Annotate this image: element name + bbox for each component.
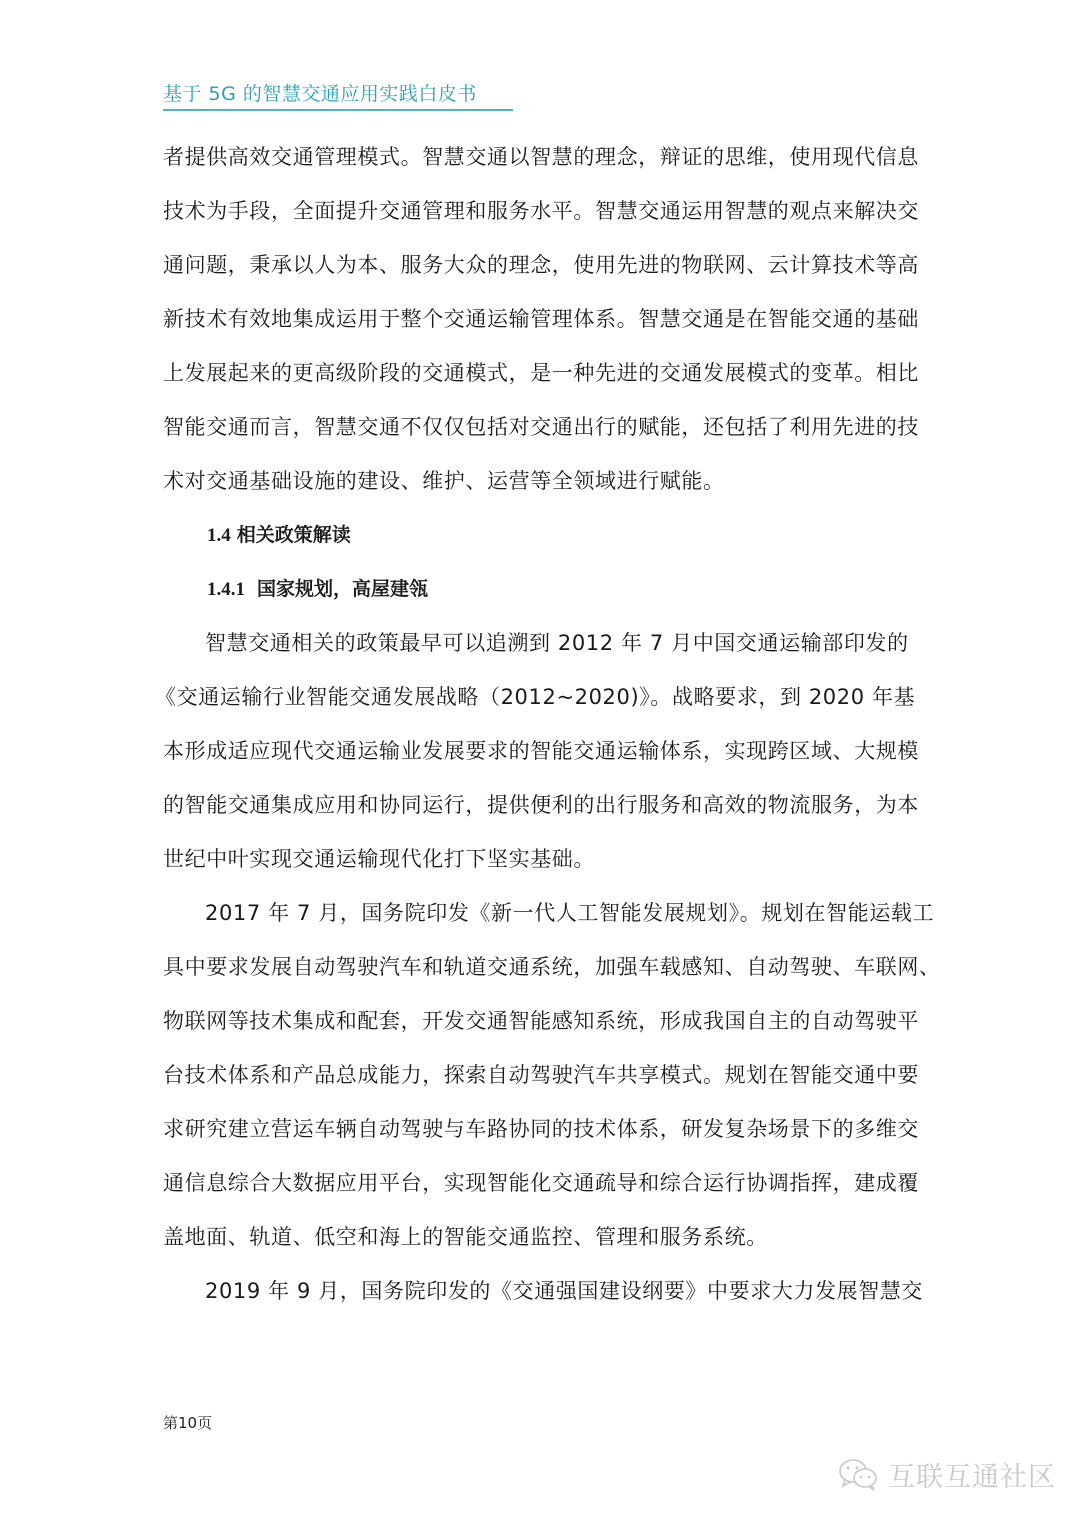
watermark: [838, 1455, 1056, 1494]
paragraph-2019-outline: [163, 1264, 924, 1318]
text-line: 术对交通基础设施的建设、维护、运营等全领域进行赋能。: [163, 469, 725, 493]
text-line: 上发展起来的更高级阶段的交通模式，是一种先进的交通发展模式的变革。相比: [163, 361, 919, 385]
text-line: 智慧交通相关的政策最早可以追溯到 2012 年 7 月中国交通运输部印发的: [205, 631, 909, 655]
paragraph-2012-strategy: [155, 616, 919, 886]
section-heading-1-4: [163, 508, 918, 562]
section-number: 1.4.1: [207, 579, 245, 600]
page-number: 第10页: [163, 1414, 213, 1432]
text-line: 者提供高效交通管理模式。智慧交通以智慧的理念，辩证的思维，使用现代信息: [163, 145, 919, 169]
text-line: 通信息综合大数据应用平台，实现智能化交通疏导和综合运行协调指挥，建成覆: [163, 1171, 919, 1195]
text-line: 通问题，秉承以人为本、服务大众的理念，使用先进的物联网、云计算技术等高: [163, 253, 919, 277]
watermark-text: 互联互通社区: [888, 1462, 1056, 1493]
text-line: 盖地面、轨道、低空和海上的智能交通监控、管理和服务系统。: [163, 1225, 768, 1249]
text-line: 具中要求发展自动驾驶汽车和轨道交通系统，加强车载感知、自动驾驶、车联网、: [163, 955, 941, 979]
text-line: 2019 年 9 月，国务院印发的《交通强国建设纲要》中要求大力发展智慧交: [205, 1279, 924, 1303]
header-divider: [163, 109, 513, 111]
text-line: 技术为手段，全面提升交通管理和服务水平。智慧交通运用智慧的观点来解决交: [163, 199, 919, 223]
text-line: 新技术有效地集成运用于整个交通运输管理体系。智慧交通是在智能交通的基础: [163, 307, 919, 331]
document-title: 基于 5G 的智慧交通应用实践白皮书: [163, 83, 477, 105]
paragraph-2017-ai-plan: [163, 886, 941, 1264]
text-line: 2017 年 7 月，国务院印发《新一代人工智能发展规划》。规划在智能运载工: [205, 901, 935, 925]
text-line: 物联网等技术集成和配套，开发交通智能感知系统，形成我国自主的自动驾驶平: [163, 1009, 919, 1033]
text-line: 智能交通而言，智慧交通不仅仅包括对交通出行的赋能，还包括了利用先进的技: [163, 415, 919, 439]
text-line: 的智能交通集成应用和协同运行，提供便利的出行服务和高效的物流服务，为本: [163, 793, 919, 817]
section-title: 相关政策解读: [236, 524, 351, 546]
text-line: 求研究建立营运车辆自动驾驶与车路协同的技术体系，研发复杂场景下的多维交: [163, 1117, 919, 1141]
wechat-icon: [838, 1458, 880, 1492]
text-line: 台技术体系和产品总成能力，探索自动驾驶汽车共享模式。规划在智能交通中要: [163, 1063, 919, 1087]
section-title: 国家规划，高屋建瓴: [257, 578, 429, 600]
text-line: 世纪中叶实现交通运输现代化打下坚实基础。: [163, 847, 595, 871]
running-header: [163, 80, 513, 111]
section-number: 1.4: [207, 525, 231, 546]
page-body: [155, 130, 941, 1318]
section-heading-1-4-1: [163, 562, 918, 616]
text-line: 本形成适应现代交通运输业发展要求的智能交通运输体系，实现跨区域、大规模: [163, 739, 919, 763]
text-line: 《交通运输行业智能交通发展战略（2012~2020)》。战略要求，到 2020 年基: [155, 685, 916, 709]
paragraph-smart-transport-definition: [163, 130, 918, 508]
